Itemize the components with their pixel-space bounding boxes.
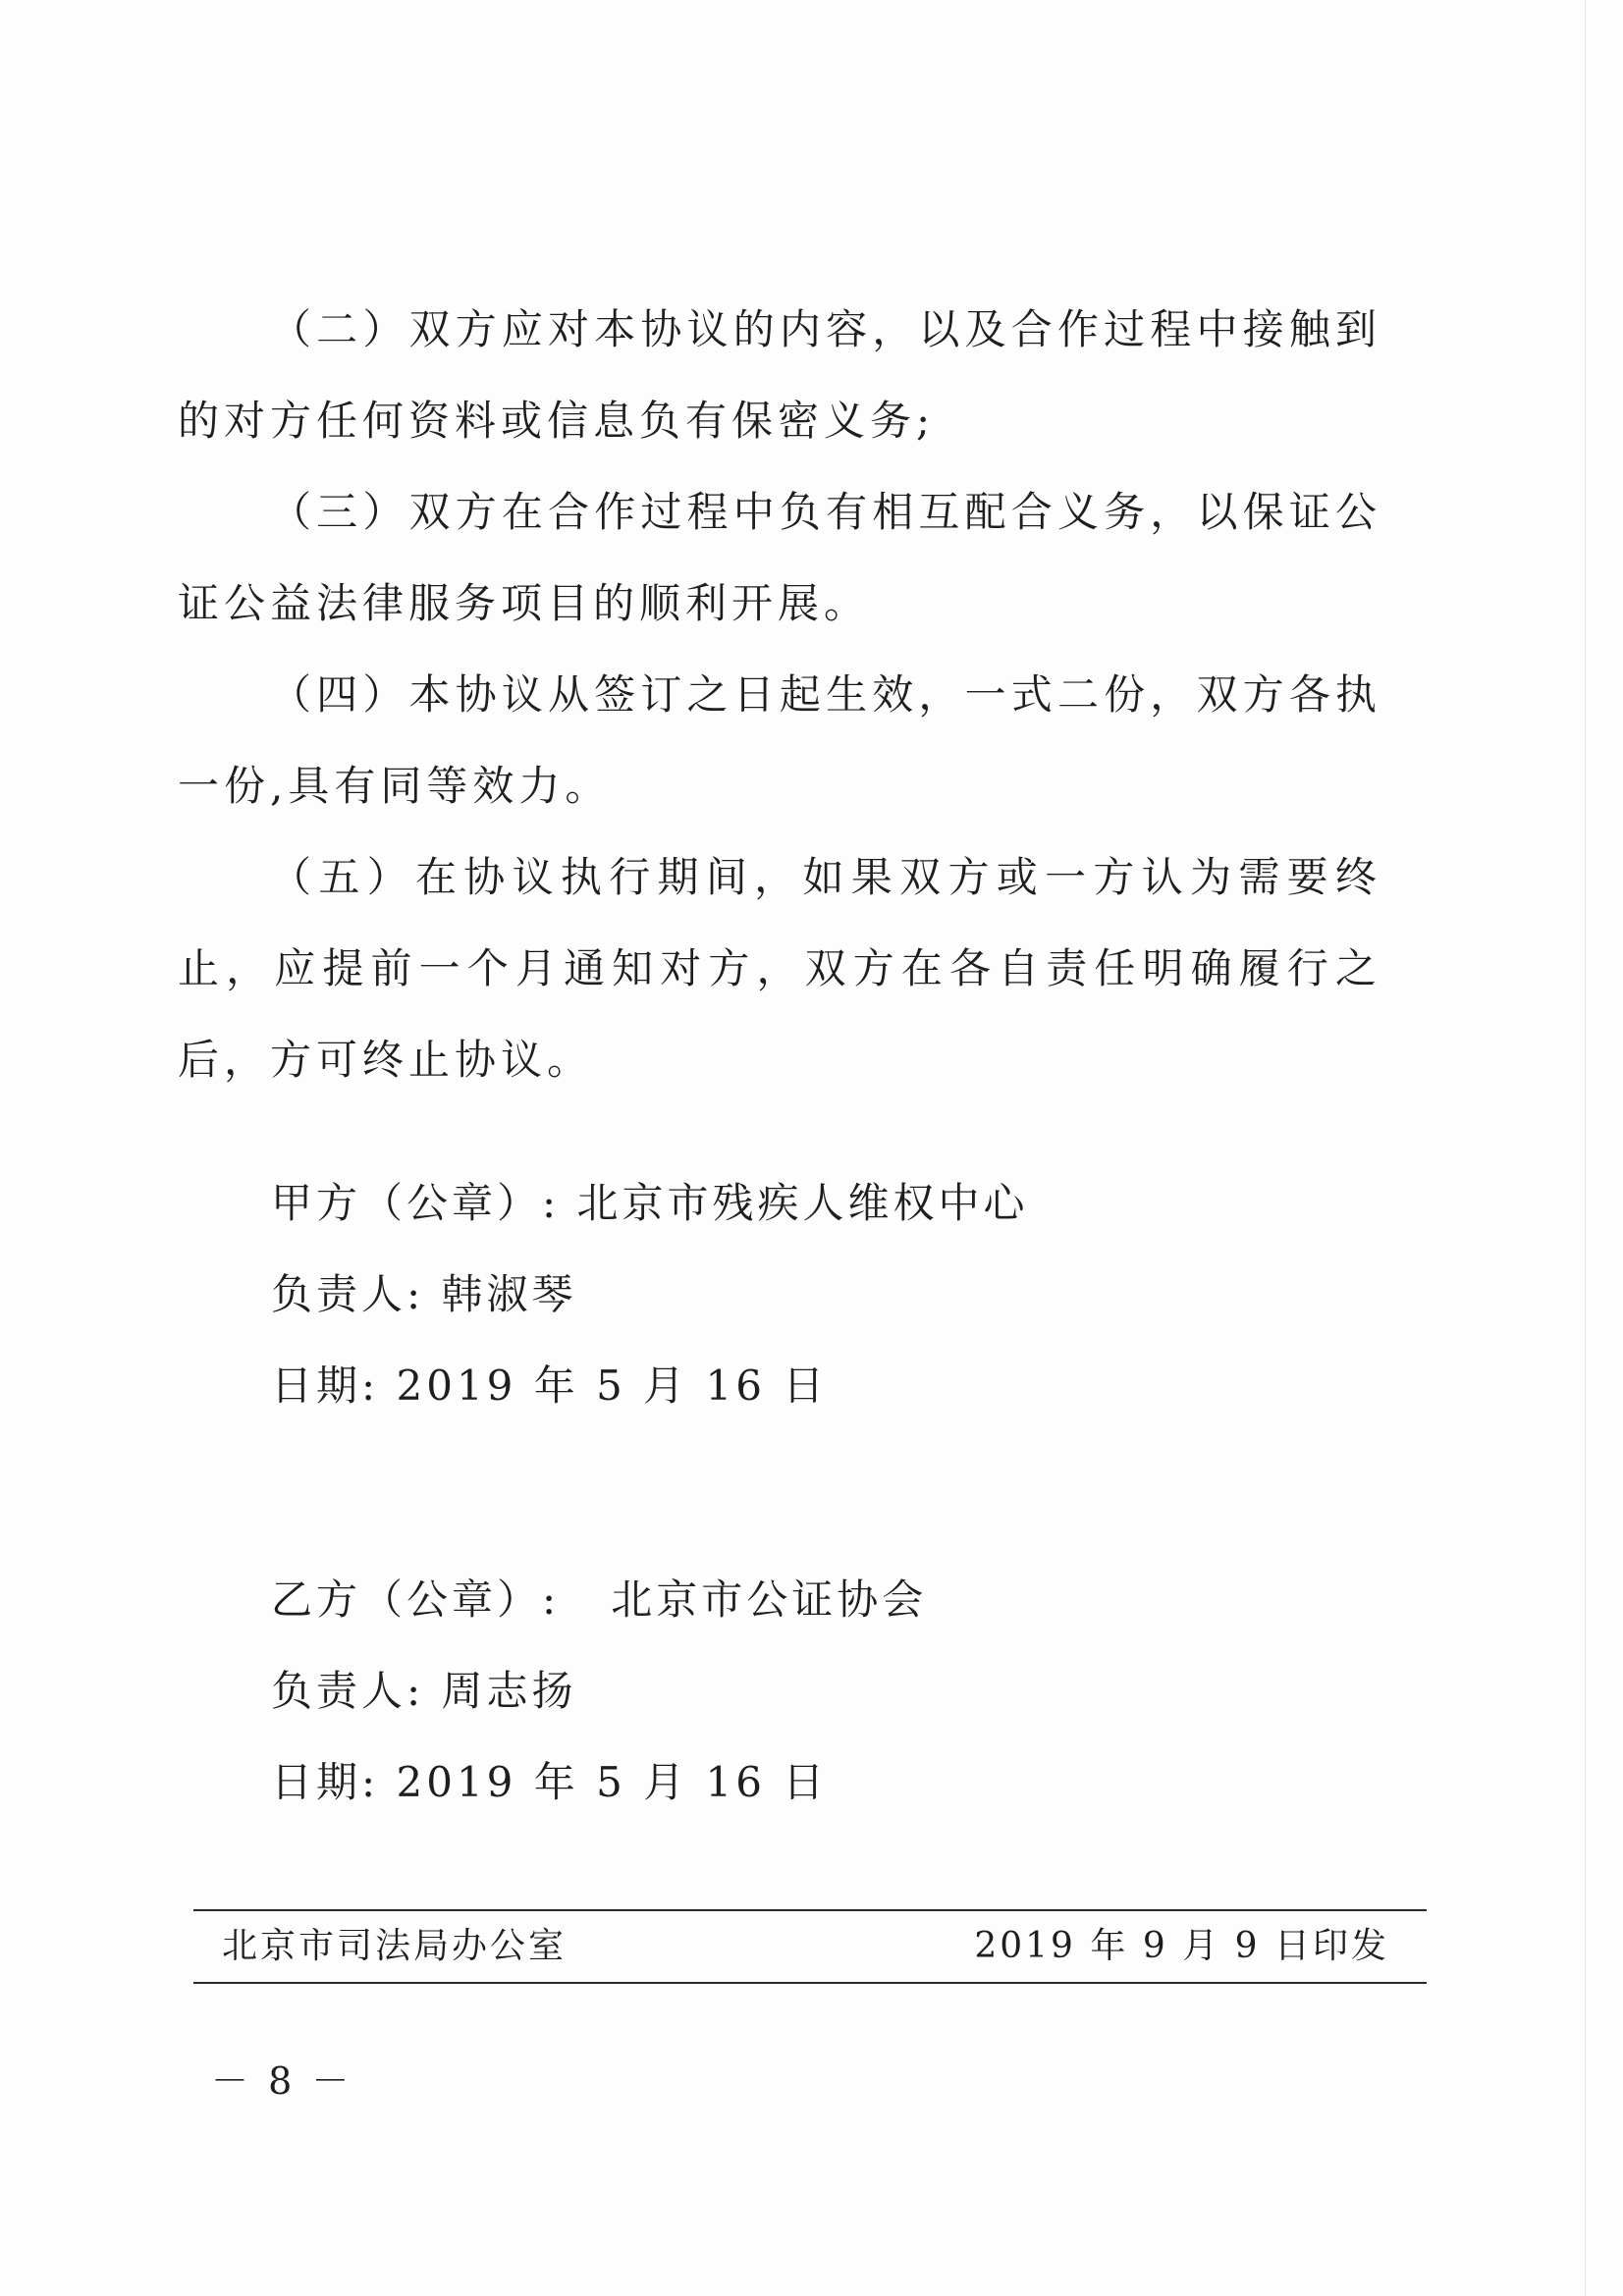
scan-edge-line xyxy=(1585,0,1586,2296)
footer-bottom-rule xyxy=(193,1982,1427,1984)
page-number: － 8 － xyxy=(211,2059,353,2103)
party-b-signature-block xyxy=(271,1554,1253,1828)
party-a-seal-line: 甲方（公章）: 北京市残疾人维权中心 xyxy=(271,1179,1029,1227)
party-a-person-line: 负责人: 韩淑琴 xyxy=(271,1270,577,1318)
agreement-clauses xyxy=(178,284,1381,1105)
clause-3: （三）双方在合作过程中负有相互配合义务，以保证公证公益法律服务项目的顺利开展。 xyxy=(178,488,1381,627)
clause-4: （四）本协议从签订之日起生效，一式二份，双方各执一份,具有同等效力。 xyxy=(178,670,1381,810)
footer-issue-date: 2019 年 9 月 9 日印发 xyxy=(974,1926,1389,1966)
party-b-seal-line: 乙方（公章）: 北京市公证协会 xyxy=(271,1575,928,1624)
clause-2: （二）双方应对本协议的内容，以及合作过程中接触到的对方任何资料或信息负有保密义务; xyxy=(178,305,1381,445)
footer-issuer: 北京市司法局办公室 xyxy=(222,1926,568,1966)
party-a-signature-block xyxy=(271,1157,1253,1431)
footer-top-rule xyxy=(193,1909,1427,1911)
party-b-date-line: 日期: 2019 年 5 月 16 日 xyxy=(271,1758,829,1806)
clause-5: （五）在协议执行期间，如果双方或一方认为需要终止，应提前一个月通知对方，双方在各自责任明确履行之后，方可终止协议。 xyxy=(178,853,1381,1084)
party-a-date-line: 日期: 2019 年 5 月 16 日 xyxy=(271,1362,829,1410)
party-b-person-line: 负责人: 周志扬 xyxy=(271,1667,577,1715)
